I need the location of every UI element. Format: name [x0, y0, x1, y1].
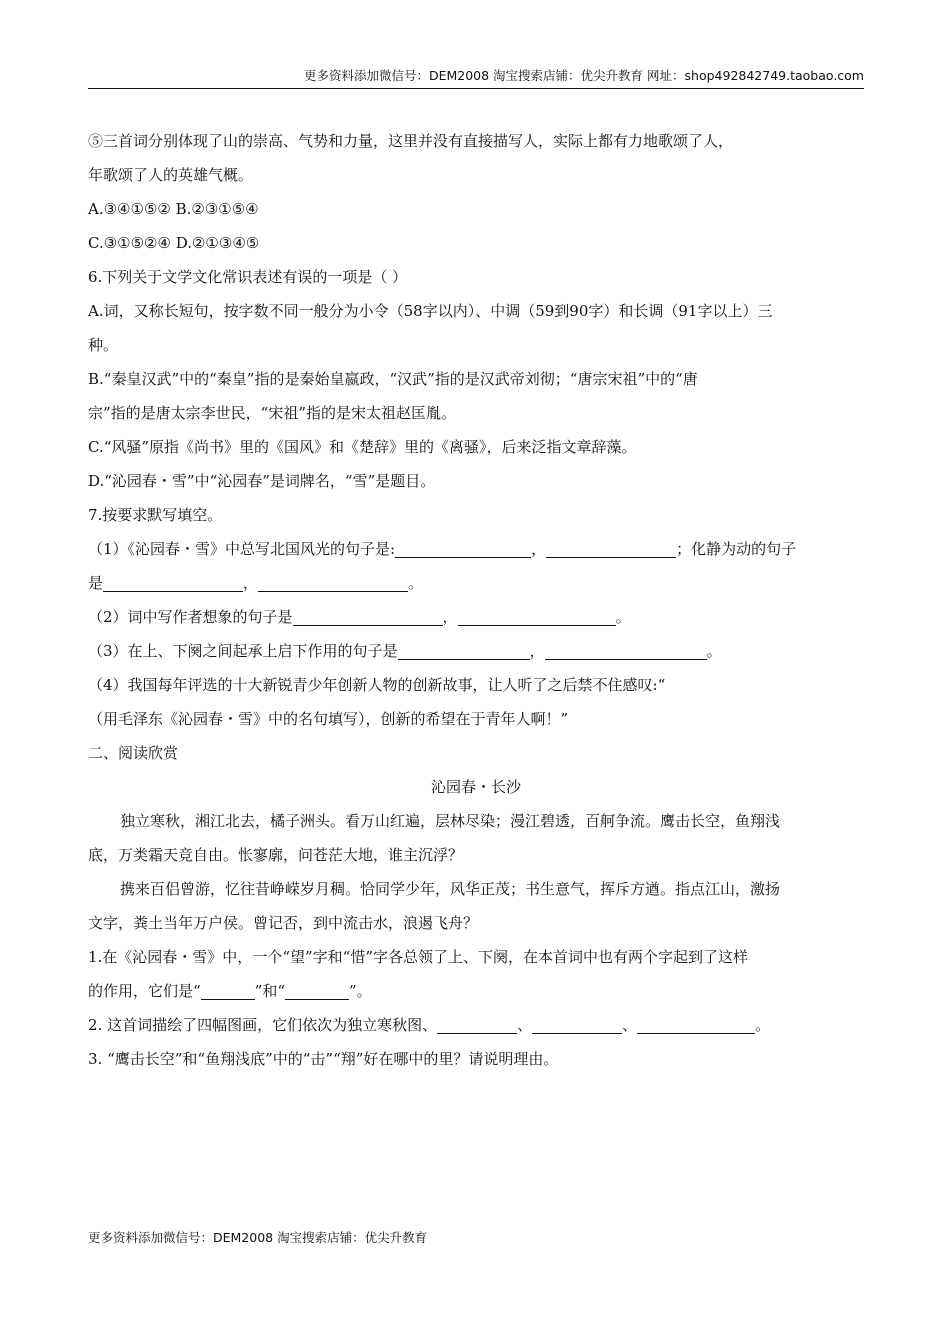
text-line: 年歌颂了人的英雄气概。 — [88, 166, 254, 184]
document-body — [88, 124, 864, 1076]
fill-text: 。 — [755, 1016, 771, 1034]
answer-blank[interactable] — [258, 573, 408, 592]
fill-text: （2）词中写作者想象的句子是 — [88, 608, 293, 626]
fill-text: 、 — [622, 1016, 638, 1034]
answer-blank[interactable] — [201, 981, 255, 1000]
poem-line: 独立寒秋，湘江北去，橘子洲头。看万山红遍，层林尽染；漫江碧透，百舸争流。鹰击长空，鱼翔浅 — [120, 812, 781, 830]
poem-line: 携来百侣曾游，忆往昔峥嵘岁月稠。恰同学少年，风华正茂；书生意气，挥斥方遒。指点江山，激扬 — [120, 880, 781, 898]
option-a: A.词，又称长短句，按字数不同一般分为小令（58字以内）、中调（59到90字）和长调（91字以上）三 — [88, 302, 773, 320]
option-line: C.③①⑤②④ D.②①③④⑤ — [88, 234, 260, 252]
section-heading: 二、阅读欣赏 — [88, 744, 179, 762]
fill-text: （1）《沁园春・雪》中总写北国风光的句子是: — [88, 540, 396, 558]
question-7: 7.按要求默写填空。 — [88, 506, 223, 524]
answer-blank[interactable] — [293, 607, 443, 626]
poem-line: 文字，粪土当年万户侯。曾记否，到中流击水，浪遏飞舟？ — [88, 914, 479, 932]
fill-text: 。 — [408, 574, 424, 592]
poem-line: 底，万类霜天竞自由。怅寥廓，问苍茫大地，谁主沉浮？ — [88, 846, 464, 864]
option-c: C.“风骚”原指《尚书》里的《国风》和《楚辞》里的《离骚》，后来泛指文章辞藻。 — [88, 438, 637, 456]
fill-item-2 — [88, 600, 864, 634]
reading-question-3: 3. “鹰击长空”和“鱼翔浅底”中的“击”“翔”好在哪中的里？请说明理由。 — [88, 1050, 559, 1068]
fill-item-1 — [88, 532, 864, 566]
answer-blank[interactable] — [546, 539, 676, 558]
fill-text: 。 — [706, 642, 722, 660]
option-a-cont: 种。 — [88, 336, 119, 354]
fill-text: ；化静为动的句子 — [676, 540, 797, 558]
reading-question-1: 1.在《沁园春・雪》中，一个“望”字和“惜”字各总领了上、下阕，在本首词中也有两个字起到了这样 — [88, 948, 748, 966]
question-6: 6.下列关于文学文化常识表述有误的一项是（ ） — [88, 268, 408, 286]
answer-blank[interactable] — [437, 1015, 517, 1034]
answer-blank[interactable] — [458, 607, 616, 626]
fill-text: 、 — [517, 1016, 533, 1034]
answer-blank[interactable] — [545, 641, 707, 660]
fill-text: ， — [442, 608, 458, 626]
reading-question-1-cont — [88, 974, 864, 1008]
fill-text: ”和“ — [254, 982, 286, 1000]
option-b-cont: 宗”指的是唐太宗李世民，“宋祖”指的是宋太祖赵匡胤。 — [88, 404, 457, 422]
fill-text: 的作用，它们是“ — [88, 982, 201, 1000]
fill-text: 是 — [88, 574, 104, 592]
option-line: A.③④①⑤② B.②③①⑤④ — [88, 200, 259, 218]
fill-text: ， — [529, 642, 545, 660]
fill-item-4: （4）我国每年评选的十大新锐青少年创新人物的创新故事，让人听了之后禁不住感叹:“ — [88, 676, 666, 694]
option-b: B.“秦皇汉武”中的“秦皇”指的是秦始皇嬴政，“汉武”指的是汉武帝刘彻；“唐宗宋祖”中的“唐 — [88, 370, 698, 388]
page-header: 更多资料添加微信号：DEM2008 淘宝搜索店铺：优尖升教育 网址：shop492842749.taobao.com — [88, 66, 864, 89]
fill-item-1-cont — [88, 566, 864, 600]
fill-text: 2. 这首词描绘了四幅图画，它们依次为独立寒秋图、 — [88, 1016, 438, 1034]
fill-text: （3）在上、下阕之间起承上启下作用的句子是 — [88, 642, 398, 660]
option-d: D.“沁园春・雪”中“沁园春”是词牌名，“雪”是题目。 — [88, 472, 436, 490]
reading-question-2 — [88, 1008, 864, 1042]
fill-text: ， — [531, 540, 547, 558]
answer-blank[interactable] — [398, 641, 530, 660]
answer-blank[interactable] — [103, 573, 243, 592]
text-line: ⑤三首词分别体现了山的崇高、气势和力量，这里并没有直接描写人，实际上都有力地歌颂了人， — [88, 132, 734, 150]
page-footer: 更多资料添加微信号：DEM2008 淘宝搜索店铺：优尖升教育 — [88, 1230, 428, 1245]
fill-text: ”。 — [349, 982, 372, 1000]
answer-blank[interactable] — [285, 981, 349, 1000]
answer-blank[interactable] — [395, 539, 531, 558]
answer-blank[interactable] — [637, 1015, 755, 1034]
fill-item-3 — [88, 634, 864, 668]
poem-title: 沁园春・长沙 — [430, 778, 521, 796]
fill-text: 。 — [615, 608, 631, 626]
fill-item-4-cont: （用毛泽东《沁园春・雪》中的名句填写），创新的希望在于青年人啊！” — [88, 710, 569, 728]
answer-blank[interactable] — [532, 1015, 622, 1034]
fill-text: ， — [243, 574, 259, 592]
